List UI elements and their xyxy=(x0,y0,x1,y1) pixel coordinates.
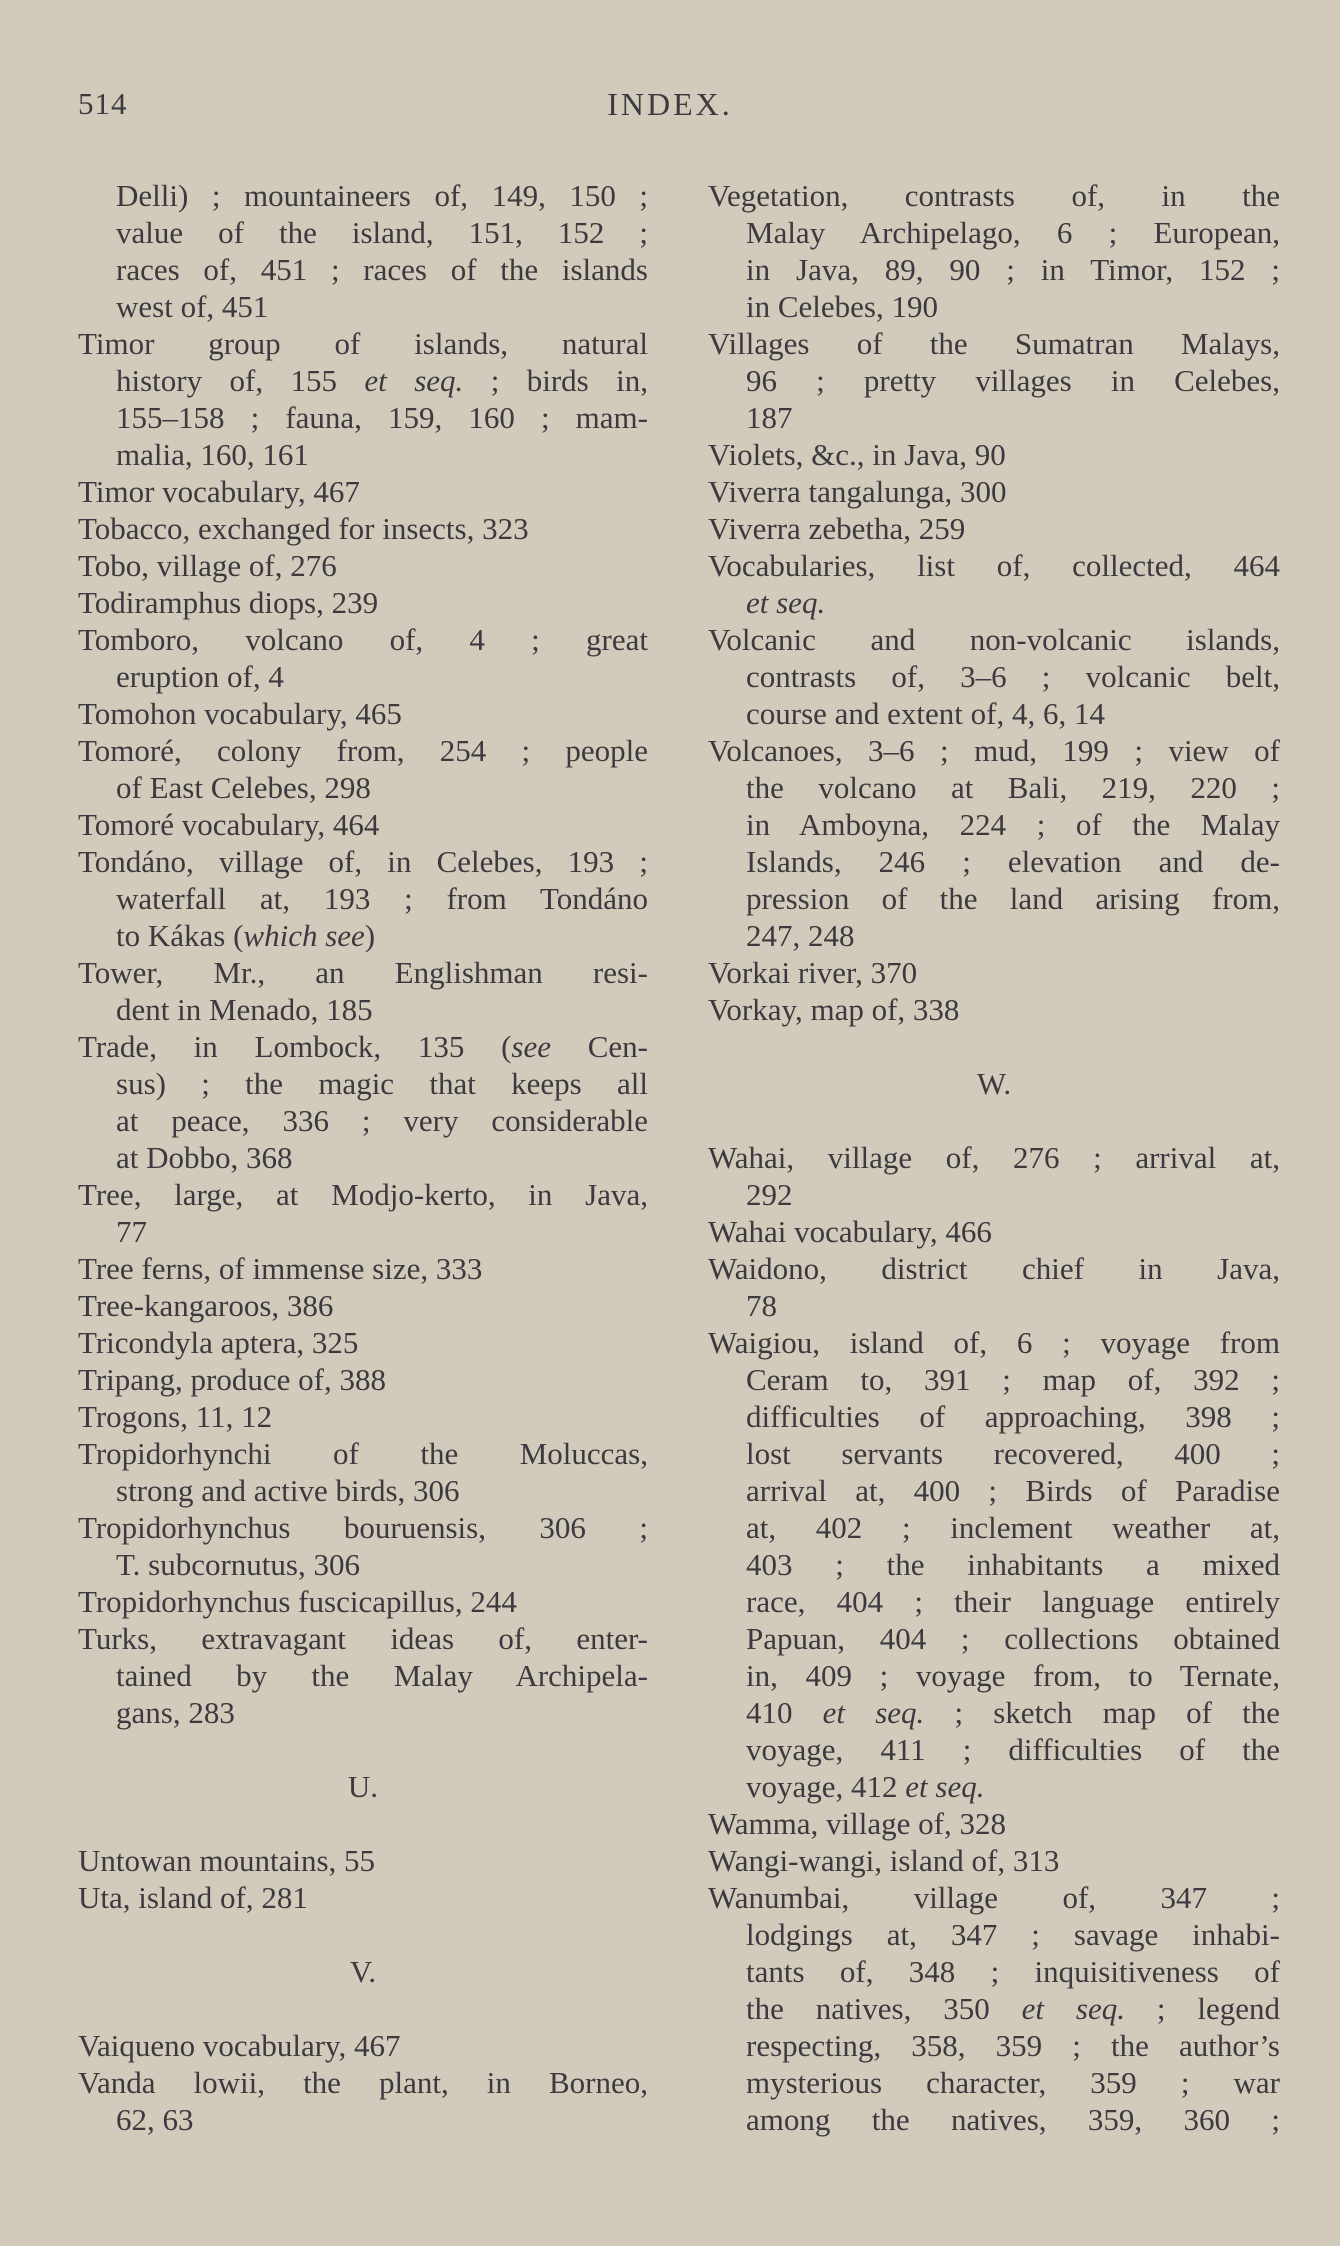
index-entry: Tomohon vocabulary, 465 xyxy=(78,696,402,731)
index-entry-continuation: at peace, 336 ; very considerable xyxy=(116,1103,648,1138)
section-letter: W. xyxy=(976,1066,1012,1101)
index-entry-continuation: in Celebes, 190 xyxy=(746,289,938,324)
index-entry-continuation: Delli) ; mountaineers of, 149, 150 ; xyxy=(116,178,648,213)
index-entry-continuation: 78 xyxy=(746,1288,777,1323)
index-entry: Volcanoes, 3–6 ; mud, 199 ; view of xyxy=(708,733,1280,768)
index-entry: Violets, &c., in Java, 90 xyxy=(708,437,1006,472)
index-entry-continuation: waterfall at, 193 ; from Tondáno xyxy=(116,881,648,916)
index-entry: Wahai vocabulary, 466 xyxy=(708,1214,992,1249)
index-entry-continuation: 403 ; the inhabitants a mixed xyxy=(746,1547,1280,1582)
blank-line xyxy=(708,1102,1280,1139)
index-entry-continuation: strong and active birds, 306 xyxy=(116,1473,460,1508)
index-entry-continuation: tants of, 348 ; inquisitiveness of xyxy=(746,1954,1280,1989)
index-entry: Waigiou, island of, 6 ; voyage from xyxy=(708,1325,1280,1360)
index-entry: Tropidorhynchus fuscicapillus, 244 xyxy=(78,1584,517,1619)
index-entry-continuation: race, 404 ; their language entirely xyxy=(746,1584,1280,1619)
index-entry-continuation: 96 ; pretty villages in Celebes, xyxy=(746,363,1280,398)
index-entry: Tondáno, village of, in Celebes, 193 ; xyxy=(78,844,648,879)
index-entry-continuation: in, 409 ; voyage from, to Ternate, xyxy=(746,1658,1280,1693)
index-entry-continuation: 187 xyxy=(746,400,793,435)
index-entry-continuation: races of, 451 ; races of the islands xyxy=(116,252,648,287)
index-entry-continuation: eruption of, 4 xyxy=(116,659,284,694)
index-entry: Tropidorhynchi of the Moluccas, xyxy=(78,1436,648,1471)
index-entry: Wamma, village of, 328 xyxy=(708,1806,1006,1841)
blank-line xyxy=(78,1731,648,1768)
index-entry-continuation: lodgings at, 347 ; savage inhabi- xyxy=(746,1917,1280,1952)
index-entry: Tomoré, colony from, 254 ; people xyxy=(78,733,648,768)
index-column-right xyxy=(708,177,1280,2138)
index-entry-continuation: difficulties of approaching, 398 ; xyxy=(746,1399,1280,1434)
index-entry: Tobo, village of, 276 xyxy=(78,548,337,583)
index-entry: Waidono, district chief in Java, xyxy=(708,1251,1280,1286)
index-entry: Vorkay, map of, 338 xyxy=(708,992,960,1027)
index-entry: Vanda lowii, the plant, in Borneo, xyxy=(78,2065,648,2100)
index-entry: Tomboro, volcano of, 4 ; great xyxy=(78,622,648,657)
index-entry-continuation: sus) ; the magic that keeps all xyxy=(116,1066,648,1101)
blank-line xyxy=(78,1805,648,1842)
index-entry-continuation: malia, 160, 161 xyxy=(116,437,309,472)
index-entry-continuation: of East Celebes, 298 xyxy=(116,770,371,805)
index-entry: Vegetation, contrasts of, in the xyxy=(708,178,1280,213)
index-column-left xyxy=(78,177,648,2138)
index-entry-continuation: mysterious character, 359 ; war xyxy=(746,2065,1280,2100)
section-letter: V. xyxy=(349,1954,377,1989)
index-entry-continuation: 62, 63 xyxy=(116,2102,194,2137)
index-entry-continuation: the natives, 350 et seq. ; legend xyxy=(746,1991,1280,2026)
index-entry: Vorkai river, 370 xyxy=(708,955,918,990)
index-entry-continuation: among the natives, 359, 360 ; xyxy=(746,2102,1280,2137)
index-entry-continuation: et seq. xyxy=(746,585,826,620)
index-entry: Tomoré vocabulary, 464 xyxy=(78,807,380,842)
index-entry: Tricondyla aptera, 325 xyxy=(78,1325,359,1360)
index-entry: Timor vocabulary, 467 xyxy=(78,474,360,509)
index-entry: Tripang, produce of, 388 xyxy=(78,1362,386,1397)
index-entry: Untowan mountains, 55 xyxy=(78,1843,376,1878)
blank-line xyxy=(78,1916,648,1953)
index-entry-continuation: to Kákas (which see) xyxy=(116,918,376,953)
index-entry-continuation: the volcano at Bali, 219, 220 ; xyxy=(746,770,1280,805)
blank-line xyxy=(78,1990,648,2027)
blank-line xyxy=(708,1028,1280,1065)
index-entry-continuation: respecting, 358, 359 ; the author’s xyxy=(746,2028,1280,2063)
page-number: 514 xyxy=(78,86,128,121)
index-entry: Tobacco, exchanged for insects, 323 xyxy=(78,511,529,546)
index-entry-continuation: at, 402 ; inclement weather at, xyxy=(746,1510,1280,1545)
index-entry-continuation: voyage, 411 ; difficulties of the xyxy=(746,1732,1280,1767)
index-entry-continuation: contrasts of, 3–6 ; volcanic belt, xyxy=(746,659,1280,694)
index-entry-continuation: 77 xyxy=(116,1214,147,1249)
index-entry-continuation: west of, 451 xyxy=(116,289,269,324)
index-entry: Turks, extravagant ideas of, enter- xyxy=(78,1621,648,1656)
index-entry: Viverra zebetha, 259 xyxy=(708,511,966,546)
index-entry: Tree ferns, of immense size, 333 xyxy=(78,1251,483,1286)
index-entry: Timor group of islands, natural xyxy=(78,326,648,361)
index-entry: Trogons, 11, 12 xyxy=(78,1399,273,1434)
index-entry: Wangi-wangi, island of, 313 xyxy=(708,1843,1060,1878)
index-entry-continuation: dent in Menado, 185 xyxy=(116,992,373,1027)
index-entry-continuation: course and extent of, 4, 6, 14 xyxy=(746,696,1105,731)
running-head: INDEX. xyxy=(607,86,733,122)
index-entry: Tropidorhynchus bouruensis, 306 ; xyxy=(78,1510,648,1545)
index-entry-continuation: in Amboyna, 224 ; of the Malay xyxy=(746,807,1280,842)
index-entry-continuation: pression of the land arising from, xyxy=(746,881,1280,916)
index-entry-continuation: in Java, 89, 90 ; in Timor, 152 ; xyxy=(746,252,1280,287)
index-entry-continuation: 292 xyxy=(746,1177,793,1212)
index-entry-continuation: Papuan, 404 ; collections obtained xyxy=(746,1621,1280,1656)
index-entry-continuation: arrival at, 400 ; Birds of Paradise xyxy=(746,1473,1280,1508)
index-entry: Tree, large, at Modjo-kerto, in Java, xyxy=(78,1177,648,1212)
index-entry-continuation: T. subcornutus, 306 xyxy=(116,1547,360,1582)
index-entry: Tower, Mr., an Englishman resi- xyxy=(78,955,648,990)
index-entry: Uta, island of, 281 xyxy=(78,1880,308,1915)
index-entry: Wahai, village of, 276 ; arrival at, xyxy=(708,1140,1280,1175)
index-entry: Todiramphus diops, 239 xyxy=(78,585,379,620)
index-entry-continuation: 410 et seq. ; sketch map of the xyxy=(746,1695,1280,1730)
index-entry: Tree-kangaroos, 386 xyxy=(78,1288,334,1323)
index-entry-continuation: voyage, 412 et seq. xyxy=(746,1769,985,1804)
index-entry: Wanumbai, village of, 347 ; xyxy=(708,1880,1280,1915)
index-entry-continuation: Ceram to, 391 ; map of, 392 ; xyxy=(746,1362,1280,1397)
index-entry-continuation: value of the island, 151, 152 ; xyxy=(116,215,648,250)
index-entry-continuation: Islands, 246 ; elevation and de- xyxy=(746,844,1280,879)
index-entry: Villages of the Sumatran Malays, xyxy=(708,326,1280,361)
section-letter: U. xyxy=(347,1769,379,1804)
page-header xyxy=(0,86,1340,126)
index-entry-continuation: lost servants recovered, 400 ; xyxy=(746,1436,1280,1471)
index-entry: Trade, in Lombock, 135 (see Cen- xyxy=(78,1029,648,1064)
index-entry-continuation: gans, 283 xyxy=(116,1695,235,1730)
index-entry: Volcanic and non-volcanic islands, xyxy=(708,622,1280,657)
index-entry-continuation: tained by the Malay Archipela- xyxy=(116,1658,648,1693)
index-entry-continuation: 247, 248 xyxy=(746,918,855,953)
index-entry: Viverra tangalunga, 300 xyxy=(708,474,1007,509)
index-entry-continuation: history of, 155 et seq. ; birds in, xyxy=(116,363,648,398)
index-entry-continuation: Malay Archipelago, 6 ; European, xyxy=(746,215,1280,250)
index-entry: Vaiqueno vocabulary, 467 xyxy=(78,2028,401,2063)
index-entry: Vocabularies, list of, collected, 464 xyxy=(708,548,1280,583)
index-entry-continuation: 155–158 ; fauna, 159, 160 ; mam- xyxy=(116,400,648,435)
index-entry-continuation: at Dobbo, 368 xyxy=(116,1140,293,1175)
